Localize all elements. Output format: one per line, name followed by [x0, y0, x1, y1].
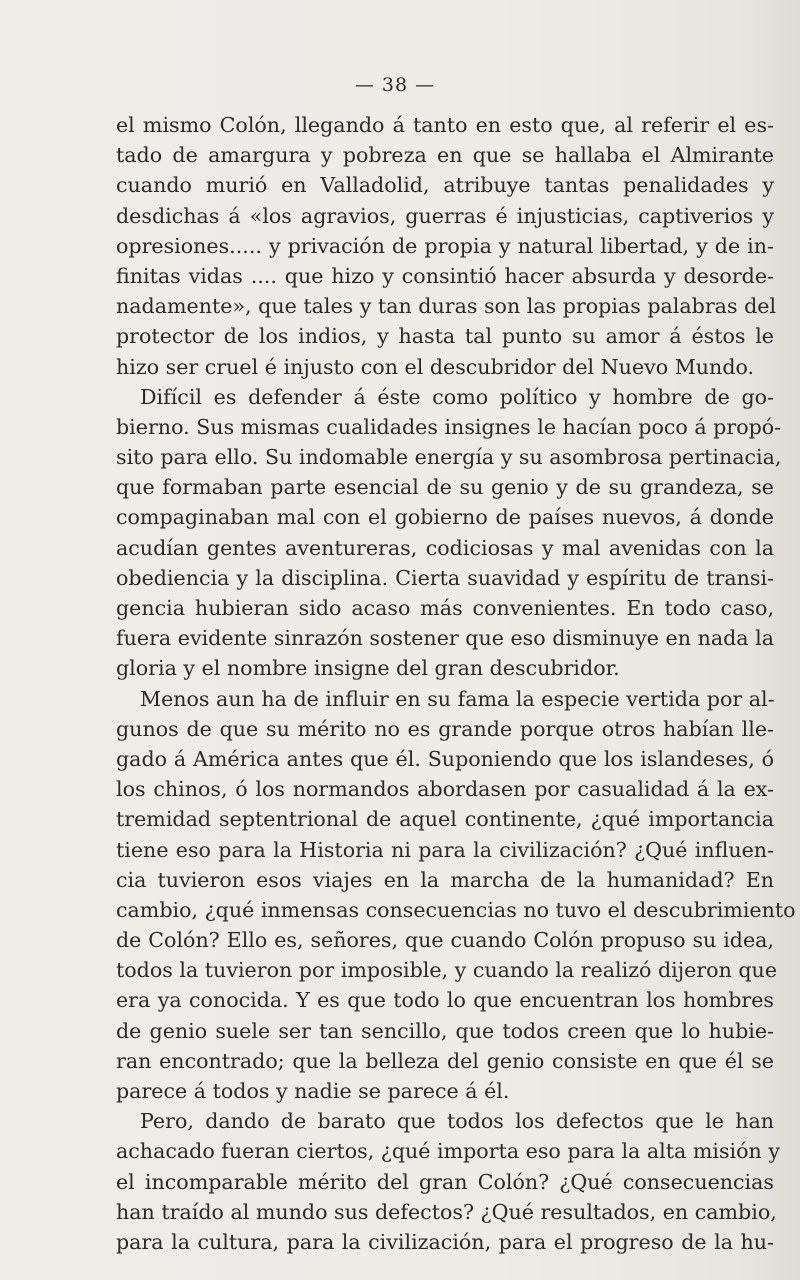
text-line: finitas vidas .... que hizo y consintió hacer absurda y desorde- — [116, 263, 774, 288]
text-line: desdichas á «los agravios, guerras é injusticias, captiverios y — [116, 203, 774, 228]
text-line: ran encontrado; que la belleza del genio consiste en que él se — [116, 1048, 774, 1073]
paragraph-start-line: Menos aun ha de influir en su fama la especie vertida por al- — [140, 686, 775, 711]
body-text — [116, 110, 796, 1257]
text-line: fuera evidente sinrazón sostener que eso disminuye en nada la — [116, 626, 774, 651]
text-line: todos la tuvieron por imposible, y cuando la realizó dijeron que — [116, 958, 778, 983]
text-line: cambio, ¿qué inmensas consecuencias no tuvo el descubrimiento — [116, 897, 796, 922]
text-line: de Colón? Ello es, señores, que cuando Colón propuso su idea, — [116, 928, 774, 953]
text-line: el mismo Colón, llegando á tanto en esto que, al referir el es- — [116, 113, 774, 137]
text-line: para la cultura, para la civilización, para el progreso de la hu- — [116, 1229, 774, 1254]
text-line: tiene eso para la Historia ni para la civilización? ¿Qué influen- — [116, 837, 774, 862]
text-line: el incomparable mérito del gran Colón? ¿Qué consecuencias — [116, 1169, 774, 1194]
text-line: bierno. Sus mismas cualidades insignes le hacían poco á propó- — [116, 414, 782, 439]
text-line: achacado fueran ciertos, ¿qué importa eso para la alta misión y — [116, 1139, 780, 1164]
paragraph-start-line: Pero, dando de barato que todos los defectos que le han — [140, 1109, 774, 1134]
text-line: parece á todos y nadie se parece á él. — [116, 1079, 510, 1103]
page-number: — 38 — — [354, 74, 436, 96]
text-line: han traído al mundo sus defectos? ¿Qué resultados, en cambio, — [116, 1199, 777, 1224]
text-line: de genio suele ser tan sencillo, que todos creen que lo hubie- — [116, 1018, 774, 1043]
paragraph-start-line: Difícil es defender á éste como político y hombre de go- — [140, 384, 774, 409]
text-line: tado de amargura y pobreza en que se hallaba el Almirante — [116, 143, 774, 168]
text-line: hizo ser cruel é injusto con el descubridor del Nuevo Mundo. — [116, 354, 755, 379]
text-line: gloria y el nombre insigne del gran descubridor. — [116, 656, 620, 681]
text-line: gunos de que su mérito no es grande porque otros habían lle- — [116, 716, 774, 741]
text-line: los chinos, ó los normandos abordasen por casualidad á la ex- — [116, 777, 774, 802]
text-line: gado á América antes que él. Suponiendo que los islandeses, ó — [116, 746, 774, 771]
text-line: acudían gentes aventureras, codiciosas y mal avenidas con la — [116, 535, 774, 560]
text-line: obediencia y la disciplina. Cierta suavidad y espíritu de transi- — [116, 565, 774, 590]
text-line: que formaban parte esencial de su genio y de su grandeza, se — [116, 475, 774, 500]
text-line: compaginaban mal con el gobierno de países nuevos, á donde — [116, 505, 774, 530]
text-line: tremidad septentrional de aquel continente, ¿qué importancia — [116, 807, 774, 832]
text-line: opresiones..... y privación de propia y natural libertad, y de in- — [116, 233, 774, 258]
text-line: protector de los indios, y hasta tal punto su amor á éstos le — [116, 324, 774, 349]
text-line: gencia hubieran sido acaso más convenientes. En todo caso, — [116, 596, 774, 620]
text-line: cuando murió en Valladolid, atribuye tantas penalidades y — [116, 173, 774, 198]
text-line: nadamente», que tales y tan duras son las propias palabras del — [116, 294, 777, 319]
text-line: era ya conocida. Y es que todo lo que encuentran los hombres — [116, 988, 774, 1013]
text-line: sito para ello. Su indomable energía y su asombrosa pertinacia, — [116, 445, 782, 470]
text-line: cia tuvieron esos viajes en la marcha de la humanidad? En — [116, 867, 774, 892]
